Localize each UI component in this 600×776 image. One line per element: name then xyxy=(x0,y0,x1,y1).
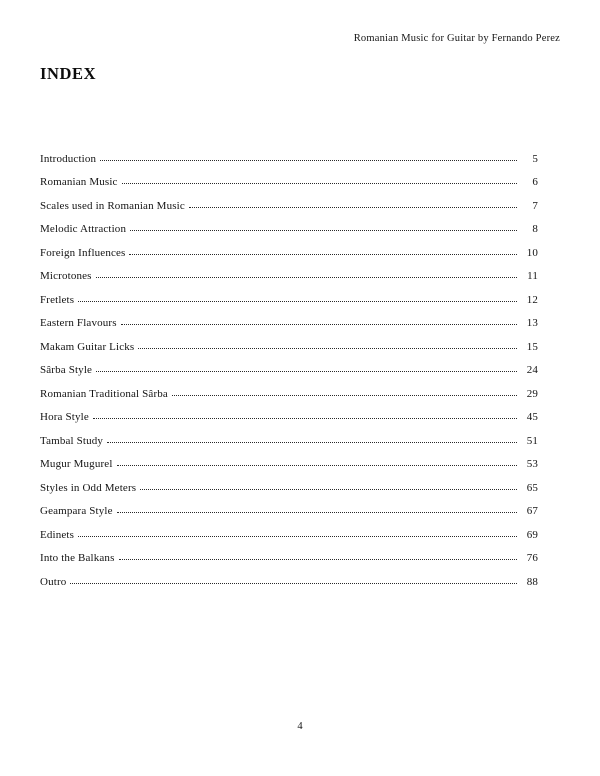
toc-entry xyxy=(40,214,538,238)
toc-entry-title: Makam Guitar Licks xyxy=(40,340,135,353)
running-header: Romanian Music for Guitar by Fernando Perez xyxy=(353,33,560,44)
toc-entry-page: 8 xyxy=(532,223,538,235)
toc-entry-title: Geampara Style xyxy=(40,505,113,517)
toc-entry-page: 5 xyxy=(532,152,538,165)
toc-entry-page: 76 xyxy=(526,552,538,564)
toc-entry xyxy=(40,143,538,167)
toc-entry xyxy=(40,543,538,567)
dot-leader xyxy=(119,559,518,560)
footer-page-number: 4 xyxy=(297,721,303,732)
toc-entry-page: 88 xyxy=(526,575,538,588)
dot-leader xyxy=(121,324,517,325)
dot-leader xyxy=(117,512,517,513)
dot-leader xyxy=(93,418,517,419)
toc-entry xyxy=(40,496,538,520)
table-of-contents xyxy=(40,143,538,590)
toc-entry xyxy=(40,449,538,473)
toc-entry-page: 15 xyxy=(526,340,538,353)
toc-entry-title: Sârba Style xyxy=(40,364,93,376)
toc-entry xyxy=(40,190,538,214)
toc-entry xyxy=(40,308,538,332)
page-title: INDEX xyxy=(40,64,97,83)
dot-leader xyxy=(96,371,517,372)
toc-entry-title: Mugur Mugurel xyxy=(40,458,113,470)
toc-entry-title: Introduction xyxy=(40,152,97,165)
toc-entry xyxy=(40,566,538,590)
toc-entry-title: Hora Style xyxy=(40,411,89,423)
toc-entry-page: 51 xyxy=(526,434,538,447)
toc-entry-title: Eastern Flavours xyxy=(40,317,117,329)
toc-entry-page: 13 xyxy=(526,317,538,329)
dot-leader xyxy=(138,348,517,349)
toc-entry-page: 69 xyxy=(526,528,538,541)
dot-leader xyxy=(107,442,517,443)
toc-entry-title: Edinets xyxy=(40,528,75,541)
toc-entry-title: Microtones xyxy=(40,270,92,282)
toc-entry-page: 53 xyxy=(526,458,538,470)
toc-entry-title: Into the Balkans xyxy=(40,552,115,564)
toc-entry-title: Foreign Influences xyxy=(40,246,126,259)
dot-leader xyxy=(117,465,517,466)
toc-entry-page: 11 xyxy=(527,270,538,282)
toc-entry xyxy=(40,261,538,285)
toc-entry xyxy=(40,355,538,379)
toc-entry-page: 7 xyxy=(532,199,538,212)
toc-entry xyxy=(40,402,538,426)
toc-entry-page: 12 xyxy=(526,293,538,306)
toc-entry-page: 67 xyxy=(526,505,538,517)
dot-leader xyxy=(78,536,517,537)
toc-entry-title: Fretlets xyxy=(40,293,75,306)
dot-leader xyxy=(140,489,517,490)
toc-entry-page: 24 xyxy=(526,364,538,376)
toc-entry xyxy=(40,425,538,449)
dot-leader xyxy=(189,207,517,208)
dot-leader xyxy=(129,254,517,255)
dot-leader xyxy=(70,583,517,584)
dot-leader xyxy=(96,277,517,278)
toc-entry-page: 65 xyxy=(526,481,538,494)
dot-leader xyxy=(130,230,517,231)
toc-entry xyxy=(40,284,538,308)
dot-leader xyxy=(78,301,517,302)
toc-entry xyxy=(40,167,538,191)
toc-entry xyxy=(40,331,538,355)
toc-entry xyxy=(40,472,538,496)
toc-entry-page: 10 xyxy=(526,246,538,259)
toc-entry-title: Romanian Traditional Sârba xyxy=(40,387,168,400)
toc-entry-title: Melodic Attraction xyxy=(40,223,127,235)
toc-entry-title: Styles in Odd Meters xyxy=(40,481,137,494)
dot-leader xyxy=(100,160,517,161)
toc-entry xyxy=(40,519,538,543)
toc-entry-title: Tambal Study xyxy=(40,434,104,447)
dot-leader xyxy=(122,183,517,184)
toc-entry-page: 45 xyxy=(526,411,538,423)
toc-entry-title: Scales used in Romanian Music xyxy=(40,199,185,212)
toc-entry-title: Outro xyxy=(40,575,67,588)
toc-entry-page: 29 xyxy=(526,387,538,400)
dot-leader xyxy=(172,395,517,396)
toc-entry-title: Romanian Music xyxy=(40,176,118,188)
toc-entry xyxy=(40,237,538,261)
toc-entry-page: 6 xyxy=(532,176,538,188)
toc-entry xyxy=(40,378,538,402)
